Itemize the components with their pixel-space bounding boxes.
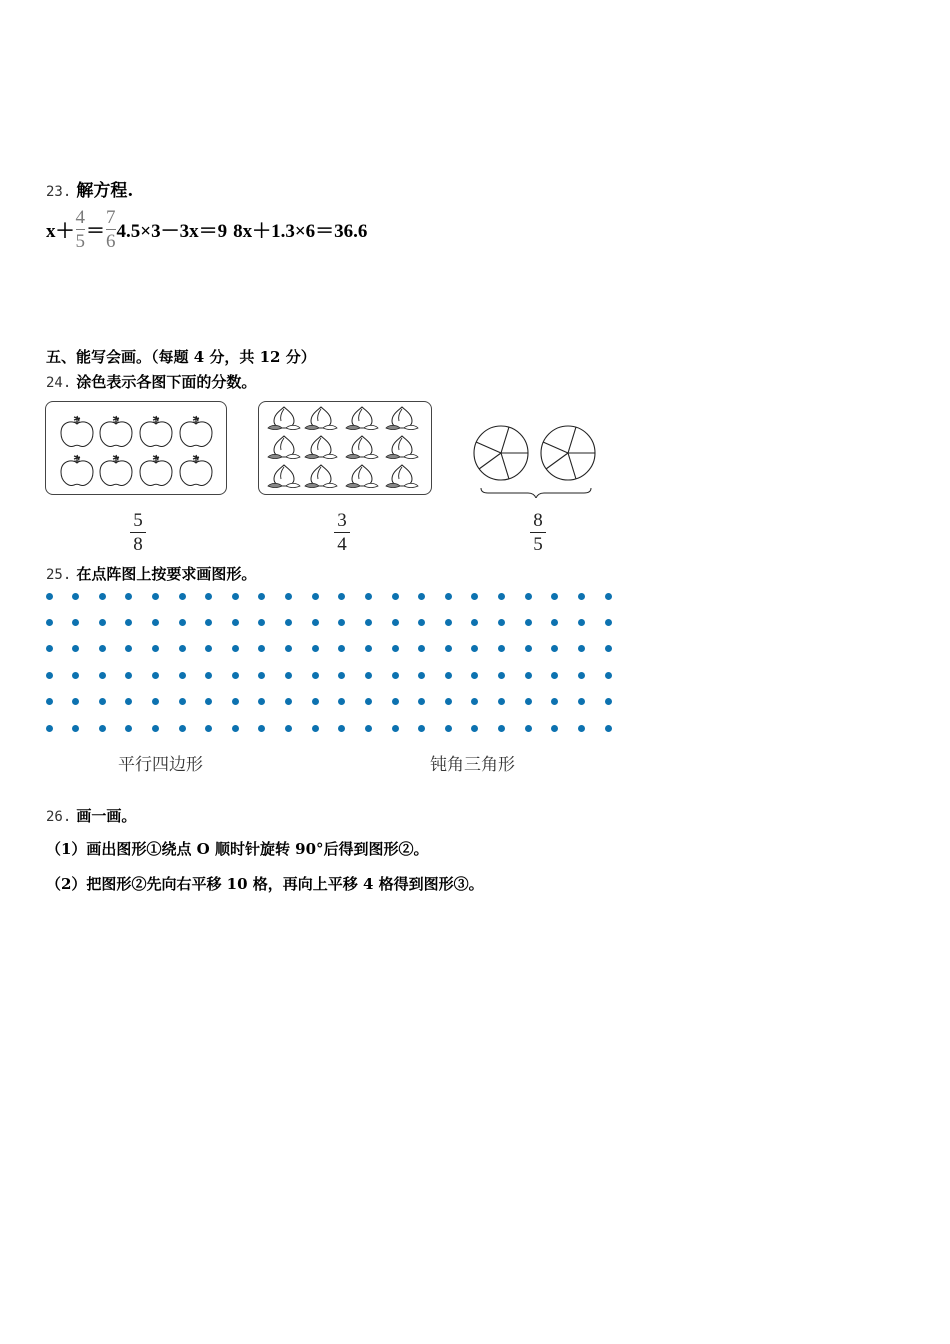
grid-dot[interactable] [232, 725, 239, 732]
grid-dot[interactable] [46, 725, 53, 732]
grid-dot[interactable] [365, 698, 372, 705]
q26-item-2: （2）把图形②先向右平移 10 格，再向上平移 4 格得到图形③。 [46, 875, 484, 893]
grid-dot[interactable] [338, 645, 345, 652]
grid-dot[interactable] [498, 672, 505, 679]
peaches-box [258, 401, 432, 495]
grid-dot[interactable] [365, 725, 372, 732]
circles-figure [470, 422, 600, 498]
denominator: 8 [133, 534, 143, 555]
grid-dot[interactable] [418, 672, 425, 679]
grid-dot[interactable] [445, 725, 452, 732]
grid-dot[interactable] [605, 672, 612, 679]
grid-dot[interactable] [392, 698, 399, 705]
fraction-bar [130, 532, 146, 533]
fraction-bar [334, 532, 350, 533]
apple-icon [61, 455, 93, 485]
q25-heading [46, 563, 256, 584]
peach-icon [386, 436, 418, 459]
q24-heading [46, 371, 256, 392]
fraction [530, 511, 546, 554]
equation-2: 4.5×3－3x＝9 [116, 220, 228, 242]
grid-dot[interactable] [578, 672, 585, 679]
peach-icon [346, 465, 378, 488]
grid-dot[interactable] [258, 645, 265, 652]
grid-dot[interactable] [99, 619, 106, 626]
grid-dot[interactable] [99, 725, 106, 732]
grid-dot[interactable] [205, 725, 212, 732]
grid-dot[interactable] [179, 725, 186, 732]
grid-dot[interactable] [285, 672, 292, 679]
grid-dot[interactable] [46, 672, 53, 679]
grid-dot[interactable] [365, 593, 372, 600]
grid-dot[interactable] [498, 645, 505, 652]
fraction [130, 511, 146, 554]
grid-dot[interactable] [125, 593, 132, 600]
grid-dot[interactable] [392, 725, 399, 732]
grid-dot[interactable] [525, 645, 532, 652]
grid-dot[interactable] [285, 619, 292, 626]
grid-dot[interactable] [578, 725, 585, 732]
peach-icon [268, 465, 300, 488]
grid-dot[interactable] [205, 672, 212, 679]
q26-heading [46, 805, 136, 826]
equation-3: 8x＋1.3×6＝36.6 [233, 220, 368, 242]
grid-dot[interactable] [46, 698, 53, 705]
grid-dot[interactable] [498, 725, 505, 732]
grid-dot[interactable] [525, 725, 532, 732]
apples-figure [46, 402, 226, 494]
grid-dot[interactable] [72, 619, 79, 626]
grid-dot[interactable] [392, 645, 399, 652]
grid-dot[interactable] [179, 619, 186, 626]
grid-dot[interactable] [338, 725, 345, 732]
peach-icon [305, 465, 337, 488]
grid-dot[interactable] [152, 645, 159, 652]
grid-dot[interactable] [392, 672, 399, 679]
grid-dot[interactable] [232, 672, 239, 679]
grid-dot[interactable] [312, 593, 319, 600]
grid-dot[interactable] [152, 672, 159, 679]
grid-dot[interactable] [338, 672, 345, 679]
grid-dot[interactable] [525, 593, 532, 600]
peach-icon [346, 407, 378, 430]
circle-fifths-icon [474, 426, 528, 480]
denominator: 6 [106, 230, 116, 252]
grid-dot[interactable] [232, 645, 239, 652]
q25-number: 25. [46, 567, 72, 583]
grid-dot[interactable] [551, 698, 558, 705]
grid-dot[interactable] [99, 672, 106, 679]
grid-dot[interactable] [392, 619, 399, 626]
grid-dot[interactable] [99, 645, 106, 652]
numerator: 7 [106, 206, 116, 228]
grid-dot[interactable] [551, 672, 558, 679]
grid-dot[interactable] [152, 698, 159, 705]
grid-dot[interactable] [258, 593, 265, 600]
grid-dot[interactable] [445, 619, 452, 626]
grid-dot[interactable] [578, 619, 585, 626]
grid-dot[interactable] [258, 725, 265, 732]
apple-icon [140, 416, 172, 446]
grid-dot[interactable] [179, 672, 186, 679]
grid-dot[interactable] [365, 672, 372, 679]
apples-box [45, 401, 227, 495]
grid-dot[interactable] [125, 619, 132, 626]
peaches-fraction [333, 511, 351, 554]
grid-dot[interactable] [498, 698, 505, 705]
grid-dot[interactable] [179, 645, 186, 652]
grid-dot[interactable] [152, 725, 159, 732]
grid-dot[interactable] [312, 725, 319, 732]
fraction-bar [76, 229, 86, 230]
grid-dot[interactable] [578, 645, 585, 652]
grid-dot[interactable] [445, 645, 452, 652]
eq1-equals: ＝ [86, 220, 106, 242]
peach-icon [268, 436, 300, 459]
apple-icon [100, 455, 132, 485]
grid-dot[interactable] [152, 593, 159, 600]
grid-dot[interactable] [125, 725, 132, 732]
grid-dot[interactable] [152, 619, 159, 626]
grid-dot[interactable] [312, 619, 319, 626]
grid-dot[interactable] [285, 725, 292, 732]
obtuse-triangle-label: 钝角三角形 [430, 755, 515, 775]
grid-dot[interactable] [125, 645, 132, 652]
numerator: 4 [75, 206, 86, 228]
grid-dot[interactable] [99, 698, 106, 705]
q26-number: 26. [46, 809, 72, 825]
apple-icon [180, 416, 212, 446]
grid-dot[interactable] [471, 593, 478, 600]
parallelogram-label: 平行四边形 [118, 755, 203, 775]
peach-icon [386, 407, 418, 430]
circles-fraction [529, 511, 547, 554]
grid-dot[interactable] [471, 672, 478, 679]
grid-dot[interactable] [445, 593, 452, 600]
grid-dot[interactable] [46, 593, 53, 600]
grid-dot[interactable] [418, 725, 425, 732]
grid-dot[interactable] [205, 698, 212, 705]
numerator: 8 [533, 510, 543, 531]
grid-dot[interactable] [498, 593, 505, 600]
grid-dot[interactable] [578, 698, 585, 705]
circle-fifths-icon [541, 426, 595, 480]
grid-dot[interactable] [179, 593, 186, 600]
grid-dot[interactable] [179, 698, 186, 705]
grid-dot[interactable] [125, 672, 132, 679]
grid-dot[interactable] [312, 645, 319, 652]
fraction-bar [530, 532, 546, 533]
eq1-fraction-left [76, 208, 86, 251]
grid-dot[interactable] [338, 593, 345, 600]
grid-dot[interactable] [551, 593, 558, 600]
q23-title: 解方程. [76, 181, 134, 201]
grid-dot[interactable] [258, 619, 265, 626]
grid-dot[interactable] [525, 619, 532, 626]
denominator: 5 [75, 230, 86, 252]
grid-dot[interactable] [578, 593, 585, 600]
q23-number: 23. [46, 184, 72, 200]
grid-dot[interactable] [418, 619, 425, 626]
grid-dot[interactable] [605, 645, 612, 652]
q26-item-1: （1）画出图形①绕点 O 顺时针旋转 90°后得到图形②。 [46, 840, 429, 858]
grid-dot[interactable] [471, 619, 478, 626]
peach-icon [386, 465, 418, 488]
eq1-fraction-right [106, 208, 116, 251]
peach-icon [268, 407, 300, 430]
grid-dot[interactable] [525, 698, 532, 705]
denominator: 5 [533, 534, 543, 555]
grid-dot[interactable] [605, 619, 612, 626]
grid-dot[interactable] [312, 698, 319, 705]
grid-dot[interactable] [605, 698, 612, 705]
peach-icon [305, 407, 337, 430]
numerator: 3 [337, 510, 347, 531]
peach-icon [346, 436, 378, 459]
fraction [334, 511, 350, 554]
grid-dot[interactable] [72, 593, 79, 600]
grid-dot[interactable] [72, 672, 79, 679]
grid-dot[interactable] [125, 698, 132, 705]
q24-number: 24. [46, 375, 72, 391]
peach-icon [305, 436, 337, 459]
grid-dot[interactable] [72, 698, 79, 705]
grid-dot[interactable] [72, 645, 79, 652]
grid-dot[interactable] [205, 619, 212, 626]
grid-dot[interactable] [285, 698, 292, 705]
numerator: 5 [133, 510, 143, 531]
grid-dot[interactable] [338, 619, 345, 626]
eq1-prefix: x＋ [46, 220, 75, 242]
grid-dot[interactable] [46, 619, 53, 626]
grid-dot[interactable] [338, 698, 345, 705]
grid-dot[interactable] [232, 593, 239, 600]
grid-dot[interactable] [285, 593, 292, 600]
grid-dot[interactable] [445, 698, 452, 705]
grid-dot[interactable] [418, 645, 425, 652]
grid-dot[interactable] [418, 593, 425, 600]
grid-dot[interactable] [258, 672, 265, 679]
grid-dot[interactable] [205, 645, 212, 652]
grid-dot[interactable] [258, 698, 265, 705]
q25-title: 在点阵图上按要求画图形。 [76, 565, 257, 583]
grid-dot[interactable] [232, 619, 239, 626]
grid-dot[interactable] [72, 725, 79, 732]
denominator: 4 [337, 534, 347, 555]
grid-dot[interactable] [365, 645, 372, 652]
grid-dot[interactable] [471, 645, 478, 652]
apple-icon [140, 455, 172, 485]
grid-dot[interactable] [365, 619, 372, 626]
grid-dot[interactable] [551, 645, 558, 652]
grid-dot[interactable] [99, 593, 106, 600]
section-5-heading: 五、能写会画。（每题 4 分，共 12 分） [46, 348, 316, 366]
apple-icon [61, 416, 93, 446]
grid-dot[interactable] [285, 645, 292, 652]
grid-dot[interactable] [392, 593, 399, 600]
grid-dot[interactable] [605, 725, 612, 732]
grid-dot[interactable] [551, 725, 558, 732]
grid-dot[interactable] [525, 672, 532, 679]
grid-dot[interactable] [551, 619, 558, 626]
apples-fraction [129, 511, 147, 554]
grid-dot[interactable] [605, 593, 612, 600]
grid-dot[interactable] [205, 593, 212, 600]
q26-title: 画一画。 [76, 807, 137, 825]
apple-icon [100, 416, 132, 446]
brace-icon [481, 488, 591, 498]
q23-equations [46, 206, 367, 252]
grid-dot[interactable] [471, 698, 478, 705]
grid-dot[interactable] [312, 672, 319, 679]
grid-dot[interactable] [471, 725, 478, 732]
peaches-figure [259, 402, 431, 494]
q24-title: 涂色表示各图下面的分数。 [76, 373, 257, 391]
grid-dot[interactable] [418, 698, 425, 705]
fraction-bar [106, 229, 116, 230]
grid-dot[interactable] [232, 698, 239, 705]
grid-dot[interactable] [46, 645, 53, 652]
apple-icon [180, 455, 212, 485]
grid-dot[interactable] [445, 672, 452, 679]
grid-dot[interactable] [498, 619, 505, 626]
q23-heading [46, 176, 133, 201]
